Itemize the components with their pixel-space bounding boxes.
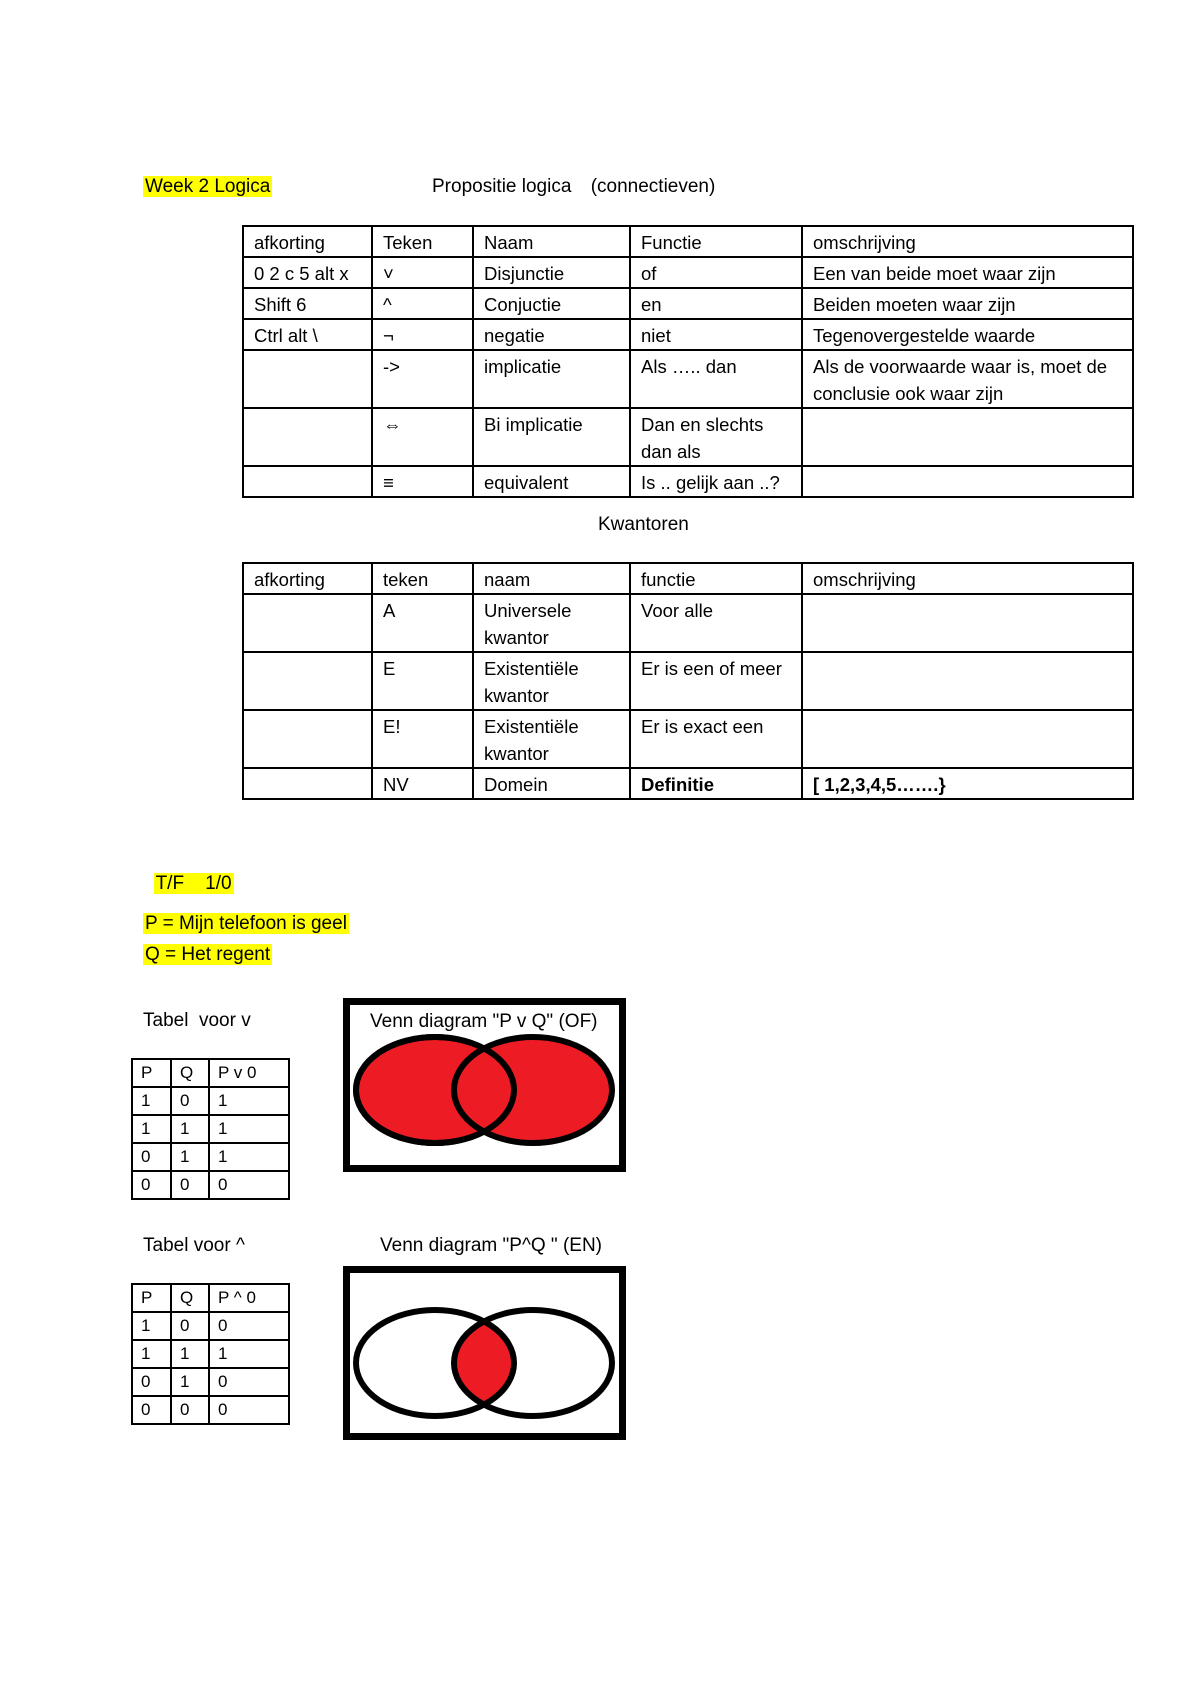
table-cell (243, 350, 372, 408)
header-cell: teken (372, 563, 473, 594)
table-row (132, 1340, 289, 1368)
table-cell: 1 (209, 1087, 289, 1115)
table-row (243, 288, 1133, 319)
table-cell: Domein (473, 768, 630, 799)
table-row (243, 594, 1133, 652)
table-row (132, 1312, 289, 1340)
table-cell: Definitie (630, 768, 802, 799)
q-highlight: Q = Het regent (145, 944, 271, 965)
table-cell: 1 (171, 1368, 209, 1396)
table-header-row (132, 1059, 289, 1087)
venn-and-graphic (350, 1273, 619, 1433)
table-cell (243, 768, 372, 799)
table-cell: 0 (132, 1396, 171, 1424)
header-cell: Naam (473, 226, 630, 257)
table-cell (243, 710, 372, 768)
header-cell: afkorting (243, 563, 372, 594)
header-cell: omschrijving (802, 226, 1133, 257)
table-cell: ≡ (372, 466, 473, 497)
table-row (243, 768, 1133, 799)
tf-note (143, 851, 234, 895)
header-cell: Q (171, 1059, 209, 1087)
header-cell: P (132, 1059, 171, 1087)
table-row (243, 350, 1133, 408)
q-definition (143, 944, 272, 966)
table-row (243, 710, 1133, 768)
table-cell: niet (630, 319, 802, 350)
table-cell: Voor alle (630, 594, 802, 652)
table-cell: Tegenovergestelde waarde (802, 319, 1133, 350)
table-row (132, 1396, 289, 1424)
header-cell: P (132, 1284, 171, 1312)
table-cell: Dan en slechts dan als (630, 408, 802, 466)
title-highlight: Week 2 Logica (145, 176, 271, 197)
table-header-row (243, 563, 1133, 594)
table-cell: 1 (132, 1340, 171, 1368)
section-title-kwantoren: Kwantoren (598, 514, 689, 535)
table-cell: Beiden moeten waar zijn (802, 288, 1133, 319)
table-header-row (132, 1284, 289, 1312)
p-definition (143, 913, 349, 935)
table-cell: Een van beide moet waar zijn (802, 257, 1133, 288)
table-cell: 1 (171, 1143, 209, 1171)
venn-or-title: Venn diagram "P v Q" (OF) (370, 1011, 598, 1032)
or-truth-table (131, 1058, 290, 1200)
table-cell: Is .. gelijk aan ..? (630, 466, 802, 497)
table-row (132, 1087, 289, 1115)
header-cell: Q (171, 1284, 209, 1312)
header-cell: P v 0 (209, 1059, 289, 1087)
table-cell: 0 (132, 1171, 171, 1199)
venn-diagram-or (343, 998, 626, 1172)
table-cell: Als de voorwaarde waar is, moet de conclusie ook waar zijn (802, 350, 1133, 408)
table-cell (802, 652, 1133, 710)
table-cell: 1 (171, 1115, 209, 1143)
table-cell: ⇔ (372, 408, 473, 466)
table-row (243, 257, 1133, 288)
table-cell: 0 (132, 1143, 171, 1171)
table-cell: 1 (132, 1115, 171, 1143)
table-cell: 1 (209, 1143, 289, 1171)
table-row (243, 652, 1133, 710)
page-title (143, 176, 272, 198)
table-cell: 0 (171, 1171, 209, 1199)
table-cell (802, 594, 1133, 652)
table-cell: Universele kwantor (473, 594, 630, 652)
table-cell: 1 (171, 1340, 209, 1368)
table-row (243, 466, 1133, 497)
table-header-row (243, 226, 1133, 257)
table-cell: 1 (209, 1340, 289, 1368)
table-row (132, 1115, 289, 1143)
table-cell: implicatie (473, 350, 630, 408)
table-cell: 1 (132, 1087, 171, 1115)
table-cell: ¬ (372, 319, 473, 350)
table-cell (243, 652, 372, 710)
table-cell: A (372, 594, 473, 652)
venn-or-graphic (350, 1005, 619, 1165)
table-cell (802, 710, 1133, 768)
table-cell: 0 (171, 1312, 209, 1340)
subtitle-text: Propositie logica (432, 176, 572, 197)
and-table-title: Tabel voor ^ (143, 1235, 245, 1256)
table-cell: Existentiële kwantor (473, 710, 630, 768)
quantifiers-table (242, 562, 1134, 800)
table-cell: Ctrl alt \ (243, 319, 372, 350)
table-cell: NV (372, 768, 473, 799)
header-cell: P ^ 0 (209, 1284, 289, 1312)
header-cell: afkorting (243, 226, 372, 257)
connectives-table (242, 225, 1134, 498)
table-cell: equivalent (473, 466, 630, 497)
table-row (243, 408, 1133, 466)
table-cell (802, 466, 1133, 497)
table-cell: of (630, 257, 802, 288)
table-cell: 0 (209, 1368, 289, 1396)
table-cell: 0 (209, 1312, 289, 1340)
table-cell: ˅ (372, 257, 473, 288)
table-cell: Conjuctie (473, 288, 630, 319)
table-cell (243, 594, 372, 652)
table-cell: Er is exact een (630, 710, 802, 768)
table-cell: negatie (473, 319, 630, 350)
subtitle-note: (connectieven) (590, 176, 716, 197)
table-cell: 0 (209, 1396, 289, 1424)
table-cell: E! (372, 710, 473, 768)
table-cell: 0 (171, 1087, 209, 1115)
table-cell: Existentiële kwantor (473, 652, 630, 710)
table-cell: -> (372, 350, 473, 408)
page-subtitle (432, 176, 715, 198)
table-cell: 1 (132, 1312, 171, 1340)
table-cell: 0 2 c 5 alt x (243, 257, 372, 288)
table-cell: Bi implicatie (473, 408, 630, 466)
table-cell: 1 (209, 1115, 289, 1143)
venn-diagram-and (343, 1266, 626, 1440)
table-cell: 0 (132, 1368, 171, 1396)
table-cell (243, 466, 372, 497)
header-cell: functie (630, 563, 802, 594)
table-cell: Er is een of meer (630, 652, 802, 710)
header-cell: naam (473, 563, 630, 594)
table-cell: Shift 6 (243, 288, 372, 319)
and-truth-table (131, 1283, 290, 1425)
table-cell: Als ….. dan (630, 350, 802, 408)
and-venn-title: Venn diagram "P^Q " (EN) (380, 1235, 602, 1256)
table-cell: [ 1,2,3,4,5…….} (802, 768, 1133, 799)
table-row (132, 1368, 289, 1396)
header-cell: omschrijving (802, 563, 1133, 594)
table-cell: ^ (372, 288, 473, 319)
table-cell: Disjunctie (473, 257, 630, 288)
header-cell: Teken (372, 226, 473, 257)
p-highlight: P = Mijn telefoon is geel (145, 913, 347, 934)
table-cell: 0 (209, 1171, 289, 1199)
table-cell: en (630, 288, 802, 319)
table-row (243, 319, 1133, 350)
table-cell (802, 408, 1133, 466)
table-cell: 0 (171, 1396, 209, 1424)
tf-highlight: T/F 1/0 (155, 873, 232, 894)
table-cell: E (372, 652, 473, 710)
header-cell: Functie (630, 226, 802, 257)
table-row (132, 1143, 289, 1171)
table-cell (243, 408, 372, 466)
venn-or-circle-q (454, 1037, 612, 1143)
table-row (132, 1171, 289, 1199)
or-table-title: Tabel voor v (143, 1010, 251, 1031)
